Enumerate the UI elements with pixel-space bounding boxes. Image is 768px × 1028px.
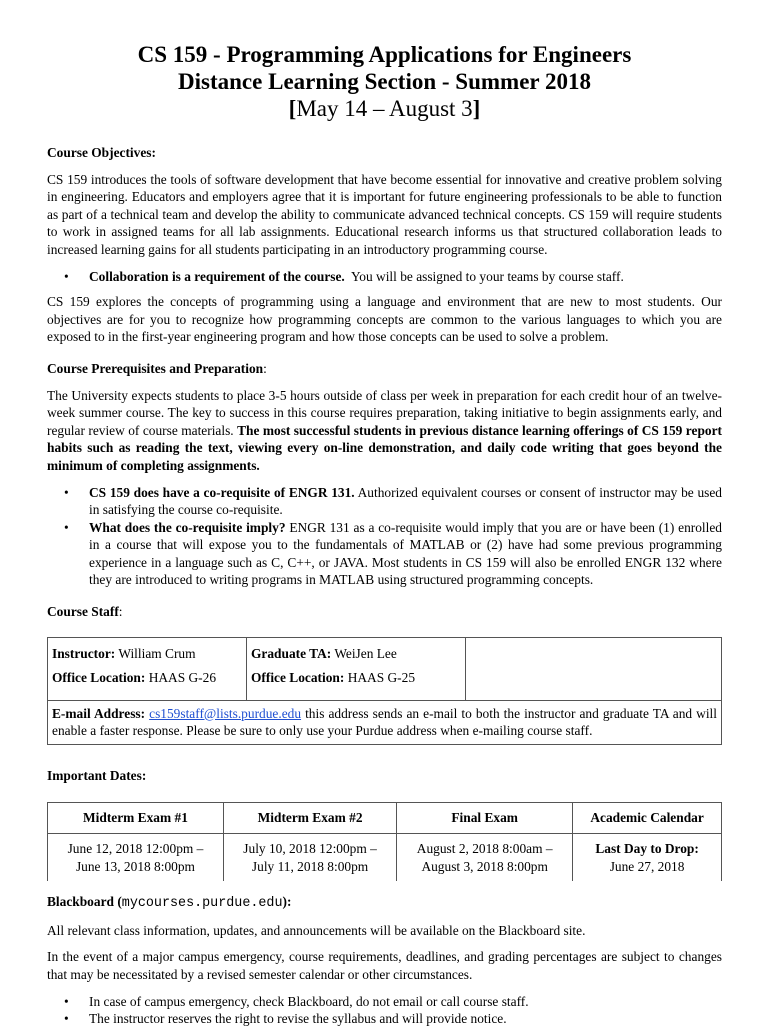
staff-heading: Course Staff: (47, 604, 123, 620)
prereq-paragraph: The University expects students to place 3-5 hours outside of class per week in preparation for each credit hour of an twelve-week summer course. The key to success in this course requires preparation, taking initiative to begin assignments early, and regular review of course materials. The most successful students in previous distance learning offerings of CS 159 report habits such as reading the text, viewing every on-line demonstration, and daily code writing that goes beyond the minimum of completing assignments. (47, 387, 722, 473)
list-item: • The instructor reserves the right to revise the syllabus and will provide notice. (89, 1010, 722, 1028)
prereq-heading: Course Prerequisites and Preparation: (47, 360, 267, 376)
staff-table: Instructor: William Crum Office Location: HAAS G-26 Graduate TA: WeiJen Lee Office Location: HAAS G-25 E-mail Address: cs159staff@lists.purdue.edu this address sends an e-mail to both the instructor and graduate TA and will enable a faster response. Please be sure to only use your Purdue address when e-mailing course staff. (47, 637, 722, 745)
dates-heading: Important Dates: (47, 767, 147, 783)
blackboard-paragraph: All relevant class information, updates, and announcements will be available on the Blackboard site. (47, 922, 586, 938)
list-item: • What does the co-requisite imply? ENGR 131 as a co-requisite would imply that you are or have been (1) enrolled in a course that will expose you to the fundamentals of MATLAB or (2) have had some previous programming experience in a language such as C, C++, or JAVA. Most students in CS 159 will also be enrolled ENGR 132 where they are introduced to writing programs in MATLAB using structured programming concepts. (89, 519, 722, 589)
emergency-paragraph: In the event of a major campus emergency, course requirements, deadlines, and grading percentages are subject to changes that may be necessitated by a revised semester calendar or other circumstances. (47, 949, 722, 982)
objectives-heading: Course Objectives: (47, 145, 156, 160)
list-item: • In case of campus emergency, check Blackboard, do not email or call course staff. (89, 993, 722, 1011)
page-title: CS 159 - Programming Applications for Engineers Distance Learning Section - Summer 2018 [May 14 – August 3] (137, 42, 632, 121)
blackboard-heading: Blackboard (mycourses.purdue.edu): (47, 894, 292, 912)
objectives-paragraph-2: CS 159 explores the concepts of programming using a language and environment that are new to most students. Our objectives are for you to recognize how programming concepts are common to the various languages to which you are exposed to in the first-year engineering program and how those concepts can be used to solve a problem. (47, 294, 722, 345)
staff-email-link[interactable]: cs159staff@lists.purdue.edu (149, 705, 302, 721)
list-item: • CS 159 does have a co-requisite of ENGR 131. Authorized equivalent courses or consent of instructor may be used in satisfying the course co-requisite. (89, 484, 722, 519)
dates-table: Midterm Exam #1 Midterm Exam #2 Final Exam Academic Calendar June 12, 2018 12:00pm – June 13, 2018 8:00pm July 10, 2018 12:00pm – July 11, 2018 8:00pm August 2, 2018 8:00am – August 3, 2018 8:00pm Last Day to Drop: June 27, 2018 (47, 802, 722, 881)
list-item: • Collaboration is a requirement of the course. You will be assigned to your teams by course staff. (89, 268, 722, 286)
objectives-paragraph: CS 159 introduces the tools of software development that have become essential for innovative and creative problem solving in engineering. Educators and employers agree that it is important for future engineering professionals to be able to function as part of a technical team and develop the ability to communicate advanced technical concepts. CS 159 will require students to work in assigned teams for all lab assignments. Educational research informs us that structured collaboration leads to increased learning gains for all students participating in an introductory programming course. (47, 171, 722, 257)
